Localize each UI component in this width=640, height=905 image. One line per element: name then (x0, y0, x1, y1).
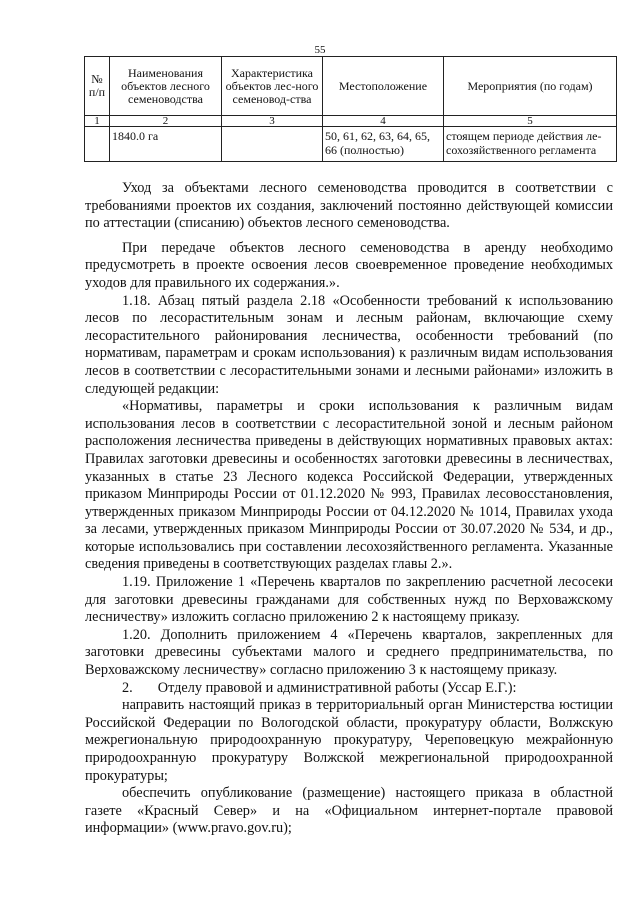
column-number: 3 (222, 116, 323, 127)
table-column-number-row (85, 116, 617, 127)
paragraph: Уход за объектами лесного семеноводства проводится в соответствии с требованиями проектов их создания, заключений постоянно действующей комиссии по аттестации (списанию) объектов лесного семеноводства. (85, 180, 613, 232)
document-body (85, 180, 613, 838)
paragraph: При передаче объектов лесного семеноводства в аренду необходимо предусмотреть в проекте освоения лесов своевременное проведение необходимых уходов для правильного их содержания.». (85, 239, 613, 291)
column-number: 4 (323, 116, 444, 127)
table-cell (222, 127, 323, 162)
paragraph: обеспечить опубликование (размещение) настоящего приказа в областной газете «Красный Север» и на «Официальном интернет-портале правовой информации» (www.pravo.gov.ru); (85, 785, 613, 837)
column-number: 1 (85, 116, 110, 127)
table-header-cell: Наименования объектов лесного семеноводства (110, 57, 222, 116)
paragraph: направить настоящий приказ в территориальный орган Министерства юстиции Российской Федерации по Вологодской области, прокуратуру области, Волжскую межрегиональную природоохранную прокуратуру, Череповецкую межрайонную природоохранную прокуратуру Волжской межрегиональной природоохранной прокуратуры; (85, 697, 613, 784)
forest-seed-table (84, 56, 617, 162)
table-header-row (85, 57, 617, 116)
paragraph: 1.18. Абзац пятый раздела 2.18 «Особенности требований к использованию лесов по лесорастительным зонам и лесным районам, включающие схему лесорастительного районирования лесничества, особенности требований (по нормативам, параметрам и срокам использования) к различным видам использования лесов в соответствии с лесорастительными зонами и лесными районами» изложить в следующей редакции: (85, 292, 613, 397)
paragraph: 1.20. Дополнить приложением 4 «Перечень кварталов, закрепленных для заготовки древесины субъектами малого и среднего предпринимательства, по Верховажскому лесничеству» согласно приложению 3 к настоящему приказу. (85, 626, 613, 679)
table-cell: стоящем периоде действия ле-сохозяйственного регламента (444, 127, 617, 162)
column-number: 5 (444, 116, 617, 127)
table-cell: 1840.0 га (110, 127, 222, 162)
table-header-cell: Мероприятия (по годам) (444, 57, 617, 116)
table-cell: 50, 61, 62, 63, 64, 65, 66 (полностью) (323, 127, 444, 162)
paragraph: 1.19. Приложение 1 «Перечень кварталов по закреплению расчетной лесосеки для заготовки древесины гражданами для собственных нужд по Верховажскому лесничеству» изложить согласно приложению 2 к настоящему приказу. (85, 574, 613, 626)
page-number: 55 (314, 44, 326, 56)
paragraph: 2. Отделу правовой и административной работы (Уссар Е.Г.): (122, 679, 517, 696)
table-header-cell: № п/п (85, 57, 110, 116)
column-number: 2 (110, 116, 222, 127)
table-header-cell: Характеристика объектов лес-ного семеновод-ства (222, 57, 323, 116)
paragraph: «Нормативы, параметры и сроки использования к различным видам использования лесов в соответствии с лесорастительной зоной и лесным районом расположения лесничества приведены в действующих нормативных правовых актах: Правилах заготовки древесины и особенностях заготовки древесины в лесничествах, указанных в статье 23 Лесного кодекса Российской Федерации, утвержденных приказом Минприроды России от 01.12.2020 № 993, Правилах лесовосстановления, утвержденных приказом Минприроды России от 04.12.2020 № 1014, Правилах ухода за лесами, утвержденных приказом Минприроды России от 30.07.2020 № 534, и др., которые использовались при составлении лесохозяйственного регламента. Указанные сведения приведены в соответствующих разделах главы 2.». (85, 398, 613, 573)
table-cell (85, 127, 110, 162)
table-header-cell: Местоположение (323, 57, 444, 116)
table-row (85, 127, 617, 162)
